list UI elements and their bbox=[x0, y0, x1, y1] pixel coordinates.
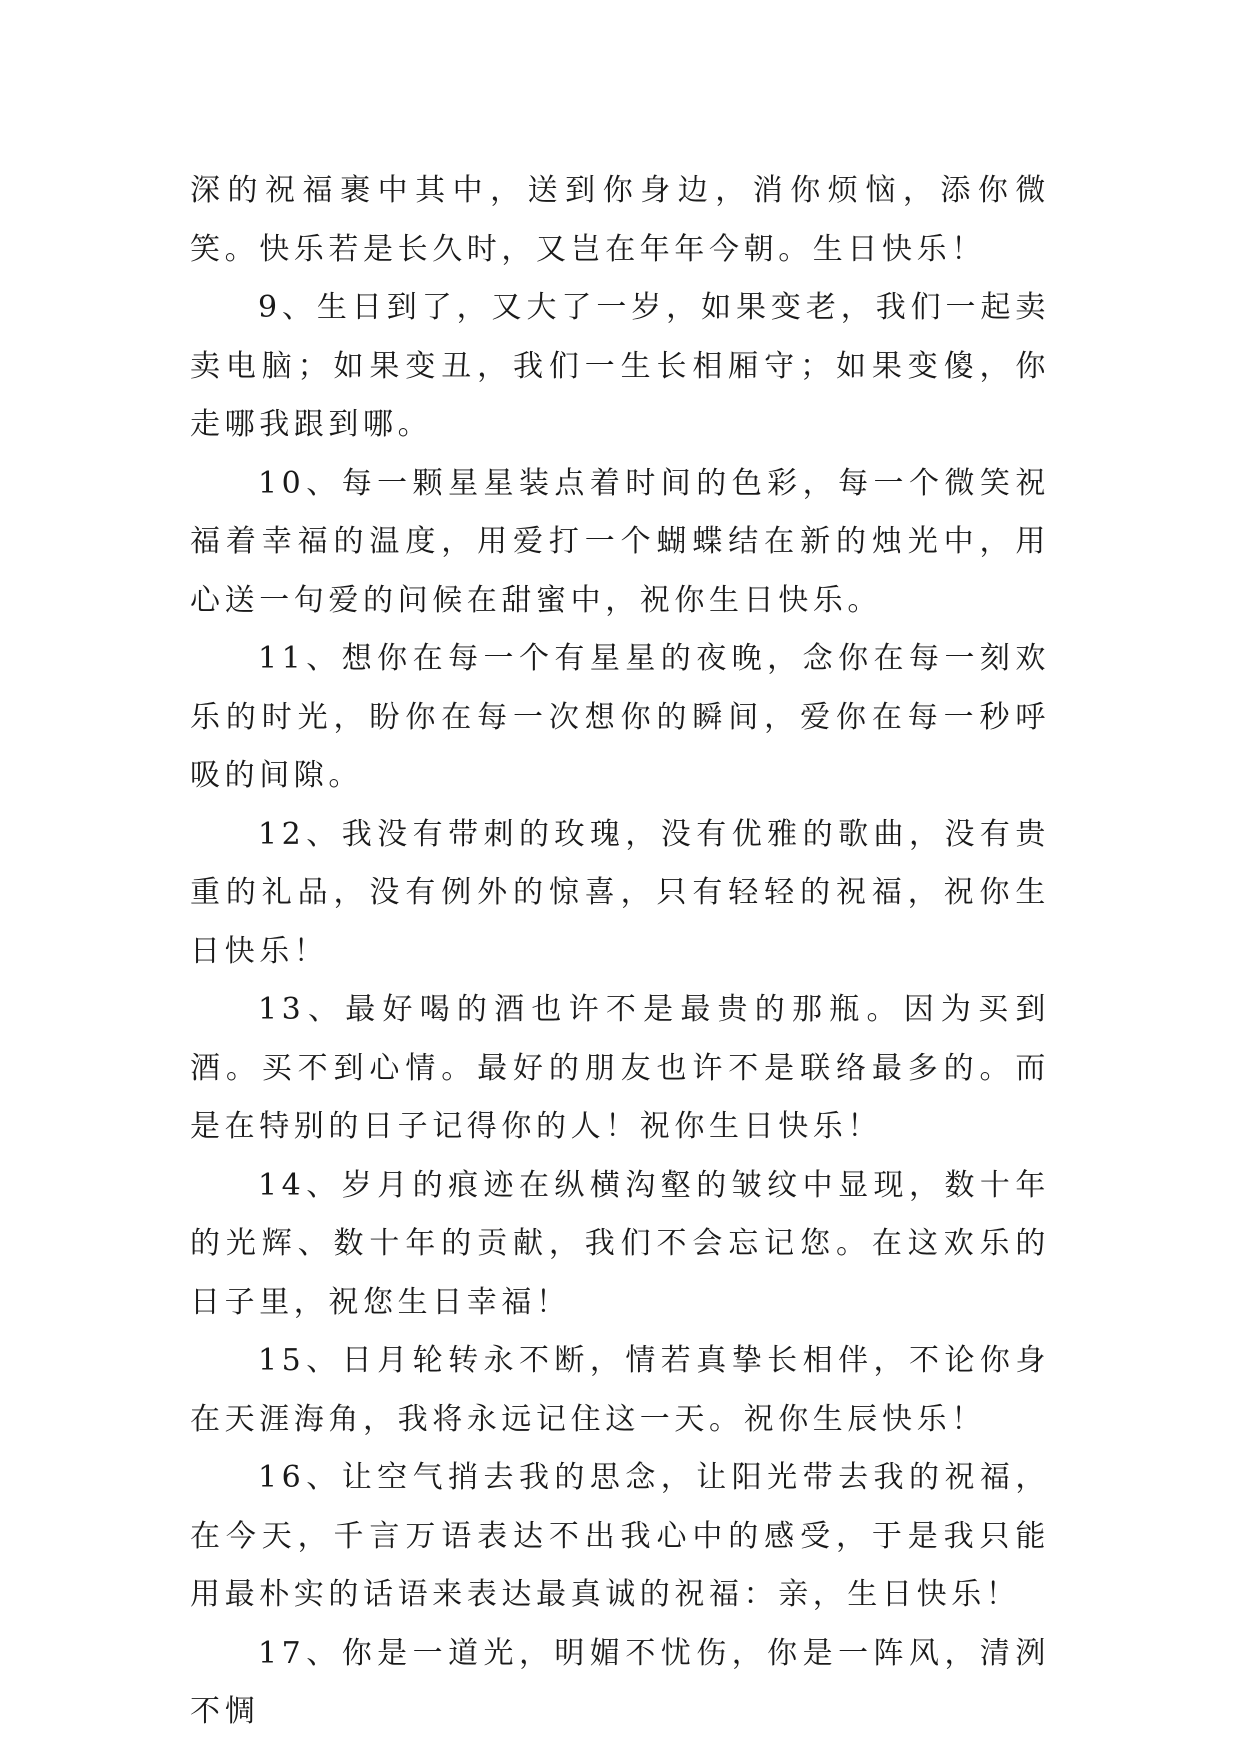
paragraph-wish-9: 9、生日到了，又大了一岁，如果变老，我们一起卖卖电脑；如果变丑，我们一生长相厢守；如果变傻，你走哪我跟到哪。 bbox=[190, 290, 1050, 442]
paragraph-wish-15: 15、日月轮转永不断，情若真挚长相伴，不论你身在天涯海角，我将永远记住这一天。祝你生辰快乐！ bbox=[190, 1343, 1050, 1437]
paragraph-wish-17: 17、你是一道光，明媚不忧伤，你是一阵风，清洌不惆 bbox=[190, 1635, 1050, 1729]
paragraph-wish-10: 10、每一颗星星装点着时间的色彩，每一个微笑祝福着幸福的温度，用爱打一个蝴蝶结在新的烛光中，用心送一句爱的问候在甜蜜中，祝你生日快乐。 bbox=[190, 465, 1050, 618]
paragraph-wish-12: 12、我没有带刺的玫瑰，没有优雅的歌曲，没有贵重的礼品，没有例外的惊喜，只有轻轻的祝福，祝你生日快乐！ bbox=[190, 816, 1050, 969]
document-body bbox=[190, 162, 1050, 1742]
paragraph-wish-14: 14、岁月的痕迹在纵横沟壑的皱纹中显现，数十年的光辉、数十年的贡献，我们不会忘记您。在这欢乐的日子里，祝您生日幸福！ bbox=[190, 1167, 1050, 1320]
paragraph-wish-11: 11、想你在每一个有星星的夜晚，念你在每一刻欢乐的时光，盼你在每一次想你的瞬间，爱你在每一秒呼吸的间隙。 bbox=[190, 641, 1050, 793]
paragraph-wish-16: 16、让空气捎去我的思念，让阳光带去我的祝福，在今天，千言万语表达不出我心中的感受，于是我只能用最朴实的话语来表达最真诚的祝福：亲，生日快乐！ bbox=[190, 1460, 1050, 1612]
paragraph-wish-13: 13、最好喝的酒也许不是最贵的那瓶。因为买到酒。买不到心情。最好的朋友也许不是联络最多的。而是在特别的日子记得你的人！祝你生日快乐！ bbox=[190, 992, 1050, 1144]
paragraph-continuation: 深的祝福裹中其中，送到你身边，消你烦恼，添你微笑。快乐若是长久时，又岂在年年今朝。生日快乐！ bbox=[190, 173, 1050, 267]
